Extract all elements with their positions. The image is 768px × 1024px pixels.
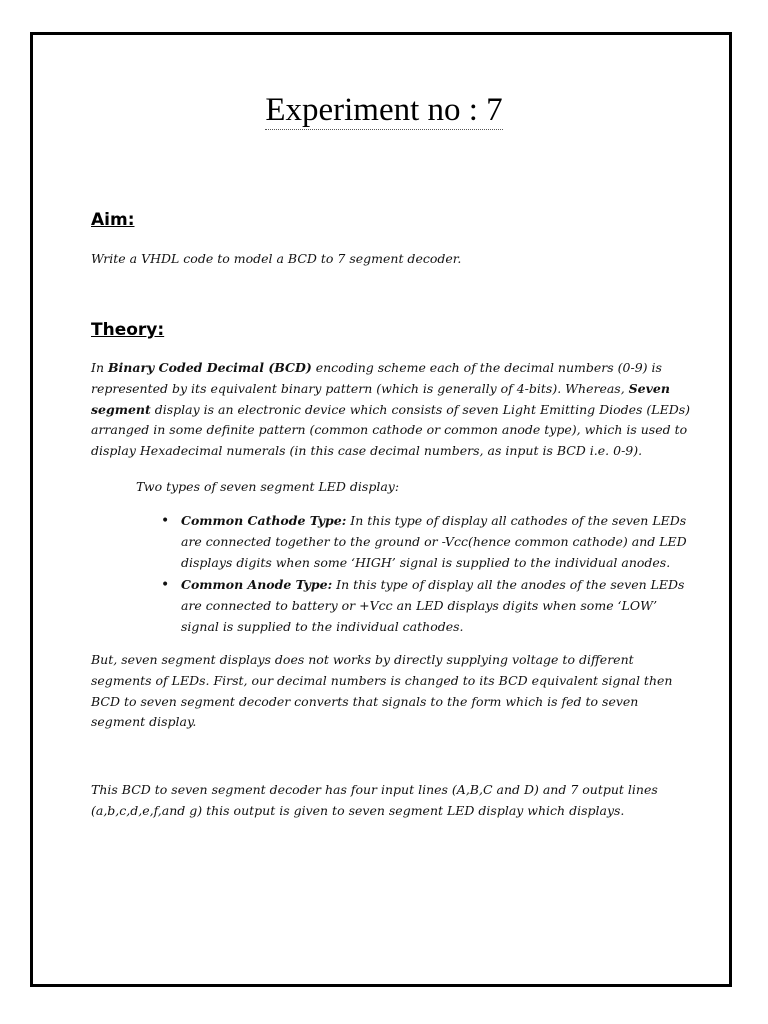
theory-paragraph-3: This BCD to seven segment decoder has four input lines (A,B,C and D) and 7 output lines (a,b,c,d,e,f,and g) this output is given to seven segment LED display which displays. <box>91 782 658 818</box>
page-title <box>0 92 768 129</box>
common-cathode-text: In this type of display all cathodes of the seven LEDs are connected together to the ground or -Vcc(hence common cathode) and LED displays digits when some ‘HIGH’ signal is supplied to the individual anodes. <box>181 513 687 570</box>
theory-paragraph-1 <box>91 358 691 462</box>
aim-text: Write a VHDL code to model a BCD to 7 segment decoder. <box>91 251 462 266</box>
theory-p1-bold-seven-segment: Seven segment <box>91 380 670 417</box>
theory-p1-bold-bcd: Binary Coded Decimal (BCD) <box>107 360 312 375</box>
list-item-common-cathode <box>91 511 691 573</box>
theory-p1-text-2: encoding scheme each of the decimal numbers (0-9) is represented by its equivalent binary pattern (which is generally of 4-bits). Whereas, <box>91 360 662 396</box>
theory-paragraph-2: But, seven segment displays does not works by directly supplying voltage to different segments of LEDs. First, our decimal numbers is changed to its BCD equivalent signal then BCD to seven segment decoder converts that signals to the form which is fed to seven segment display. <box>91 652 673 730</box>
bullet-dot-icon: • <box>161 513 170 529</box>
page-title-text: Experiment no : 7 <box>265 92 503 128</box>
theory-p1-text-3: display is an electronic device which consists of seven Light Emitting Diodes (LEDs) arranged in some definite pattern (common cathode or common anode type), which is used to display Hexadecimal numerals (in this case decimal numbers, as input is BCD i.e. 0-9). <box>91 401 691 459</box>
bullet-dot-icon: • <box>161 577 170 594</box>
list-item-common-anode <box>91 575 691 637</box>
theory-p1-text-1: In <box>91 360 108 375</box>
common-anode-term: Common Anode Type: <box>181 577 333 593</box>
common-anode-text: In this type of display all the anodes of the seven LEDs are connected to battery or +Vcc an LED displays digits when some ‘LOW’ signal is supplied to the individual cathodes. <box>181 577 685 634</box>
theory-heading: Theory: <box>91 320 165 340</box>
aim-heading: Aim: <box>91 210 135 230</box>
common-cathode-term: Common Cathode Type: <box>181 513 347 528</box>
types-intro: Two types of seven segment LED display: <box>136 479 400 494</box>
display-types-list <box>91 511 691 638</box>
page-border <box>30 32 732 987</box>
